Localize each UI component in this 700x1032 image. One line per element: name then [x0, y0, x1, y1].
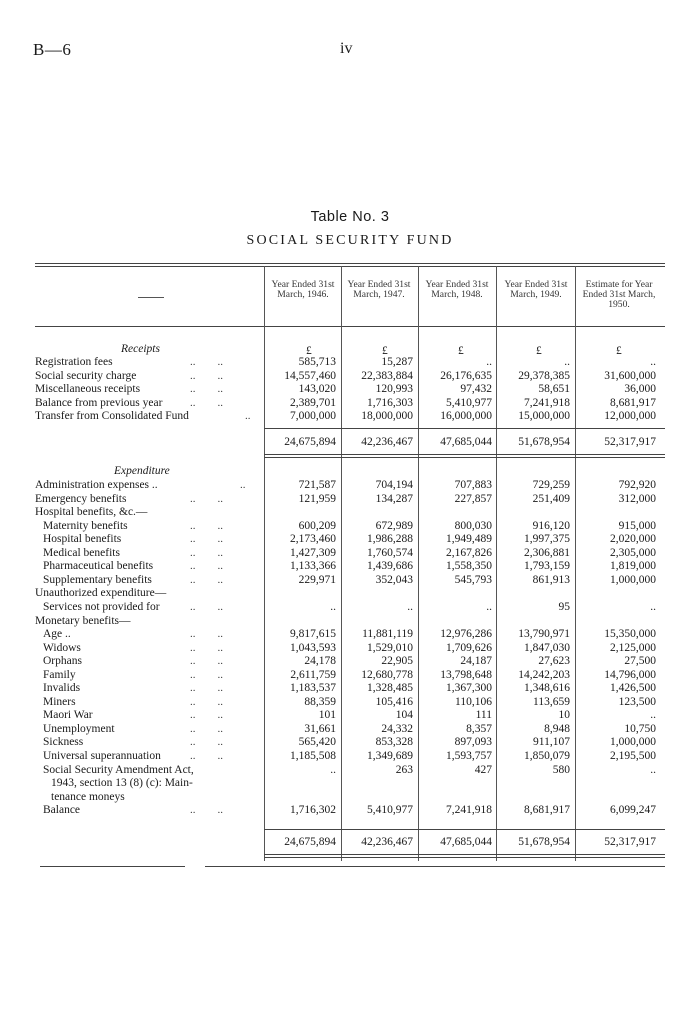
leader-dots: .. .. — [190, 668, 223, 681]
row-label: 1943, section 13 (8) (c): Main- — [51, 777, 193, 790]
row-label: Transfer from Consolidated Fund — [35, 410, 189, 423]
table-cell: 704,194 — [375, 479, 413, 491]
table-cell: 707,883 — [454, 479, 492, 491]
table-row — [35, 479, 665, 493]
table-cell: 2,195,500 — [610, 750, 656, 762]
table-row — [35, 547, 665, 561]
table-cell: 26,176,635 — [440, 369, 492, 382]
table-cell: 1,760,574 — [367, 546, 413, 559]
table-row — [35, 804, 665, 818]
table-cell: 88,359 — [304, 695, 336, 708]
row-label: Age .. — [43, 628, 71, 641]
table-cell: .. — [486, 600, 492, 613]
table-cell: 721,587 — [298, 479, 336, 491]
table-cell: 2,611,759 — [290, 668, 336, 681]
leader-dots: .. — [245, 410, 251, 423]
table-cell: 1,847,030 — [524, 641, 570, 654]
table-cell: 120,993 — [375, 383, 413, 396]
column-header-1946: Year Ended 31st March, 1946. — [271, 279, 335, 300]
table-cell: 565,420 — [298, 736, 336, 749]
table-cell: 12,000,000 — [604, 410, 656, 423]
table-cell: 545,793 — [454, 573, 492, 586]
table-cell: 36,000 — [624, 383, 656, 396]
row-label: Administration expenses .. — [35, 479, 158, 491]
row-label: Unauthorized expenditure— — [35, 587, 167, 600]
row-label: Universal superannuation — [43, 750, 161, 762]
receipts-heading: Receipts — [121, 343, 160, 355]
table-cell: .. — [330, 600, 336, 613]
row-label: Services not provided for — [43, 600, 160, 613]
table-cell: 2,173,460 — [290, 533, 336, 546]
table-cell: 251,409 — [532, 492, 570, 505]
unit-symbol: £ — [306, 345, 312, 357]
table-cell: 263 — [395, 763, 413, 776]
row-label: Hospital benefits, &c.— — [35, 506, 148, 519]
total-cell: 42,236,467 — [361, 436, 413, 448]
table-cell: 11,881,119 — [362, 628, 413, 641]
leader-dots: .. .. — [190, 383, 223, 396]
row-label: Registration fees — [35, 356, 113, 368]
table-cell: 97,432 — [460, 383, 492, 396]
total-cell: 51,678,954 — [518, 436, 570, 448]
table-cell: 1,819,000 — [610, 560, 656, 573]
table-row — [35, 750, 665, 764]
table-cell: 13,798,648 — [440, 668, 492, 681]
table-cell: 1,793,159 — [524, 560, 570, 573]
leader-dots: .. .. — [190, 600, 223, 613]
leader-dots: .. .. — [190, 356, 223, 368]
table-cell: 10,750 — [624, 722, 656, 735]
table-cell: 15,000,000 — [518, 410, 570, 423]
table-number: Table No. 3 — [310, 209, 390, 225]
table-cell: 585,713 — [298, 356, 336, 368]
table-cell: 101 — [318, 709, 336, 722]
leader-dots: .. .. — [190, 641, 223, 654]
table-cell: 10 — [558, 709, 570, 722]
table-row — [35, 397, 665, 411]
table-cell: 2,389,701 — [290, 396, 336, 409]
row-label: Widows — [43, 641, 81, 654]
expenditure-total-rule-2 — [264, 857, 665, 858]
page-number: iv — [340, 40, 353, 57]
leader-dots: .. .. — [190, 519, 223, 532]
leader-dots: .. .. — [190, 396, 223, 409]
table-title: SOCIAL SECURITY FUND — [246, 233, 454, 248]
stub-header-dash — [138, 297, 164, 298]
table-cell: 8,357 — [466, 722, 492, 735]
total-cell: 52,317,917 — [604, 436, 656, 448]
table-cell: 729,259 — [532, 479, 570, 491]
table-cell: 1,529,010 — [367, 641, 413, 654]
table-bottom-rule — [40, 866, 185, 867]
table-cell: 1,439,686 — [367, 560, 413, 573]
receipts-subtotal-rule — [264, 428, 665, 429]
table-cell: 916,120 — [532, 519, 570, 532]
table-cell: 15,287 — [381, 356, 413, 368]
table-row — [35, 696, 665, 710]
table-row — [35, 520, 665, 534]
table-cell: 1,348,616 — [524, 682, 570, 695]
unit-symbol: £ — [536, 345, 542, 357]
column-header-1949: Year Ended 31st March, 1949. — [504, 279, 568, 300]
column-header-1950: Estimate for Year Ended 31st March, 1950. — [582, 279, 656, 310]
table-cell: 24,187 — [460, 655, 492, 668]
table-cell: 1,328,485 — [367, 682, 413, 695]
table-cell: 29,378,385 — [518, 369, 570, 382]
table-cell: 8,681,917 — [610, 396, 656, 409]
table-cell: 792,920 — [618, 479, 656, 491]
row-label: Miscellaneous receipts — [35, 383, 141, 396]
row-label: Sickness — [43, 736, 84, 749]
leader-dots: .. — [240, 479, 246, 491]
unit-symbol: £ — [616, 345, 622, 357]
table-cell: .. — [564, 356, 570, 368]
row-label: Miners — [43, 695, 76, 708]
table-cell: 2,125,000 — [610, 641, 656, 654]
table-row — [35, 682, 665, 696]
leader-dots: .. .. — [190, 804, 223, 817]
table-cell: 31,600,000 — [604, 369, 656, 382]
table-row — [35, 574, 665, 588]
table-cell: 110,106 — [455, 695, 492, 708]
total-cell: 24,675,894 — [284, 436, 336, 448]
row-label: Monetary benefits— — [35, 614, 131, 627]
table-cell: 58,651 — [538, 383, 570, 396]
table-cell: 14,557,460 — [284, 369, 336, 382]
table-cell: 27,623 — [538, 655, 570, 668]
row-label: Social security charge — [35, 369, 137, 382]
table-cell: 1,997,375 — [524, 533, 570, 546]
table-cell: 12,680,778 — [361, 668, 413, 681]
table-cell: 16,000,000 — [440, 410, 492, 423]
leader-dots: .. .. — [190, 682, 223, 695]
row-label: Maternity benefits — [43, 519, 128, 532]
table-cell: 1,183,537 — [290, 682, 336, 695]
page-code: B—6 — [33, 40, 72, 59]
receipts-total-rule — [264, 454, 665, 455]
leader-dots: .. .. — [190, 628, 223, 641]
table-cell: 915,000 — [618, 519, 656, 532]
table-row — [35, 356, 665, 370]
receipts-total-rule-2 — [264, 457, 665, 458]
table-cell: 352,043 — [375, 573, 413, 586]
table-cell: 8,948 — [544, 722, 570, 735]
leader-dots: .. .. — [190, 695, 223, 708]
row-label: Medical benefits — [43, 546, 120, 559]
table-cell: 1,367,300 — [446, 682, 492, 695]
table-row — [35, 655, 665, 669]
table-cell: 1,716,302 — [290, 804, 336, 817]
row-label: Orphans — [43, 655, 82, 668]
expenditure-total-rule — [264, 854, 665, 855]
table-row — [35, 709, 665, 723]
row-label: tenance moneys — [51, 790, 125, 803]
table-row — [35, 723, 665, 737]
table-cell: 1,185,508 — [290, 750, 336, 762]
table-cell: 1,558,350 — [446, 560, 492, 573]
table-top-rule-2 — [35, 266, 665, 267]
table-cell: 1,949,489 — [446, 533, 492, 546]
row-label: Supplementary benefits — [43, 573, 152, 586]
table-cell: 24,178 — [304, 655, 336, 668]
table-cell: 853,328 — [375, 736, 413, 749]
total-cell: 47,685,044 — [440, 836, 492, 848]
leader-dots: .. .. — [190, 533, 223, 546]
table-cell: 123,500 — [618, 695, 656, 708]
leader-dots: .. .. — [190, 709, 223, 722]
row-label: Maori War — [43, 709, 93, 722]
header-bottom-rule — [35, 326, 665, 327]
table-cell: 2,306,881 — [524, 546, 570, 559]
table-row — [35, 736, 665, 750]
leader-dots: .. .. — [190, 722, 223, 735]
expenditure-heading: Expenditure — [114, 465, 170, 477]
table-cell: 111 — [475, 709, 492, 722]
total-cell: 24,675,894 — [284, 836, 336, 848]
table-cell: 22,383,884 — [361, 369, 413, 382]
table-row — [35, 506, 665, 520]
table-cell: 7,000,000 — [290, 410, 336, 423]
table-cell: 2,020,000 — [610, 533, 656, 546]
column-header-1948: Year Ended 31st March, 1948. — [425, 279, 489, 300]
leader-dots: .. .. — [190, 573, 223, 586]
unit-symbol: £ — [382, 345, 388, 357]
table-row — [35, 669, 665, 683]
table-cell: 1,593,757 — [446, 750, 492, 762]
table-row — [35, 777, 665, 791]
table-cell: .. — [650, 356, 656, 368]
table-cell: 31,661 — [304, 722, 336, 735]
table-cell: 1,427,309 — [290, 546, 336, 559]
row-label: Balance from previous year — [35, 396, 163, 409]
row-label: Unemployment — [43, 722, 115, 735]
table-top-rule — [35, 263, 665, 264]
table-cell: .. — [330, 763, 336, 776]
table-cell: 911,107 — [533, 736, 570, 749]
table-cell: 1,000,000 — [610, 573, 656, 586]
table-row — [35, 764, 665, 778]
table-cell: 1,850,079 — [524, 750, 570, 762]
table-row — [35, 370, 665, 384]
leader-dots: .. .. — [190, 736, 223, 749]
table-cell: 104 — [395, 709, 413, 722]
row-label: Invalids — [43, 682, 81, 695]
total-cell: 47,685,044 — [440, 436, 492, 448]
table-cell: 897,093 — [454, 736, 492, 749]
row-label: Pharmaceutical benefits — [43, 560, 154, 573]
row-label: Hospital benefits — [43, 533, 122, 546]
unit-symbol: £ — [458, 345, 464, 357]
table-cell: 1,043,593 — [290, 641, 336, 654]
table-cell: .. — [650, 709, 656, 722]
table-cell: 1,426,500 — [610, 682, 656, 695]
leader-dots: .. .. — [190, 369, 223, 382]
table-row — [35, 560, 665, 574]
table-cell: 5,410,977 — [367, 804, 413, 817]
leader-dots: .. .. — [190, 560, 223, 573]
table-cell: 15,350,000 — [604, 628, 656, 641]
table-row — [35, 493, 665, 507]
table-cell: 312,000 — [618, 492, 656, 505]
table-cell: 1,133,366 — [290, 560, 336, 573]
table-cell: 5,410,977 — [446, 396, 492, 409]
leader-dots: .. .. — [190, 492, 223, 505]
total-cell: 42,236,467 — [361, 836, 413, 848]
table-cell: 27,500 — [624, 655, 656, 668]
table-row — [35, 533, 665, 547]
receipts-total-row — [35, 436, 665, 451]
table-cell: 143,020 — [298, 383, 336, 396]
table-cell: 672,989 — [375, 519, 413, 532]
table-cell: 8,681,917 — [524, 804, 570, 817]
leader-dots: .. .. — [190, 750, 223, 762]
table-cell: 121,959 — [298, 492, 336, 505]
table-cell: 1,709,626 — [446, 641, 492, 654]
total-cell: 51,678,954 — [518, 836, 570, 848]
leader-dots: .. .. — [190, 655, 223, 668]
table-cell: 229,971 — [298, 573, 336, 586]
table-cell: 22,905 — [381, 655, 413, 668]
table-cell: 800,030 — [454, 519, 492, 532]
table-row — [35, 383, 665, 397]
expenditure-total-row — [35, 836, 665, 851]
table-cell: 113,659 — [533, 695, 570, 708]
table-row — [35, 587, 665, 601]
table-row — [35, 601, 665, 615]
table-cell: 1,000,000 — [610, 736, 656, 749]
total-cell: 52,317,917 — [604, 836, 656, 848]
table-bottom-rule — [205, 866, 665, 867]
table-cell: 6,099,247 — [610, 804, 656, 817]
row-label: Emergency benefits — [35, 492, 127, 505]
expenditure-subtotal-rule — [264, 829, 665, 830]
table-cell: .. — [650, 763, 656, 776]
column-header-1947: Year Ended 31st March, 1947. — [347, 279, 411, 300]
table-cell: 18,000,000 — [361, 410, 413, 423]
table-row — [35, 791, 665, 805]
table-cell: 9,817,615 — [290, 628, 336, 641]
table-row — [35, 615, 665, 629]
table-cell: .. — [650, 600, 656, 613]
table-cell: 2,305,000 — [610, 546, 656, 559]
leader-dots: .. .. — [190, 546, 223, 559]
table-cell: 427 — [474, 763, 492, 776]
table-cell: 7,241,918 — [524, 396, 570, 409]
table-cell: 134,287 — [375, 492, 413, 505]
table-row — [35, 642, 665, 656]
row-label: Social Security Amendment Act, — [43, 763, 194, 776]
table-cell: .. — [407, 600, 413, 613]
table-cell: 14,796,000 — [604, 668, 656, 681]
table-cell: 227,857 — [454, 492, 492, 505]
table-cell: 12,976,286 — [440, 628, 492, 641]
table-cell: 13,790,971 — [518, 628, 570, 641]
table-cell: 580 — [552, 763, 570, 776]
table-cell: 7,241,918 — [446, 804, 492, 817]
table-cell: 105,416 — [375, 695, 413, 708]
table-cell: .. — [486, 356, 492, 368]
table-row — [35, 410, 665, 424]
table-cell: 14,242,203 — [518, 668, 570, 681]
table-cell: 861,913 — [532, 573, 570, 586]
table-cell: 2,167,826 — [446, 546, 492, 559]
table-row — [35, 628, 665, 642]
table-cell: 600,209 — [298, 519, 336, 532]
table-cell: 24,332 — [381, 722, 413, 735]
table-cell: 1,716,303 — [367, 396, 413, 409]
table-cell: 95 — [558, 600, 570, 613]
table-cell: 1,986,288 — [367, 533, 413, 546]
row-label: Balance — [43, 804, 81, 817]
table-cell: 1,349,689 — [367, 750, 413, 762]
row-label: Family — [43, 668, 76, 681]
